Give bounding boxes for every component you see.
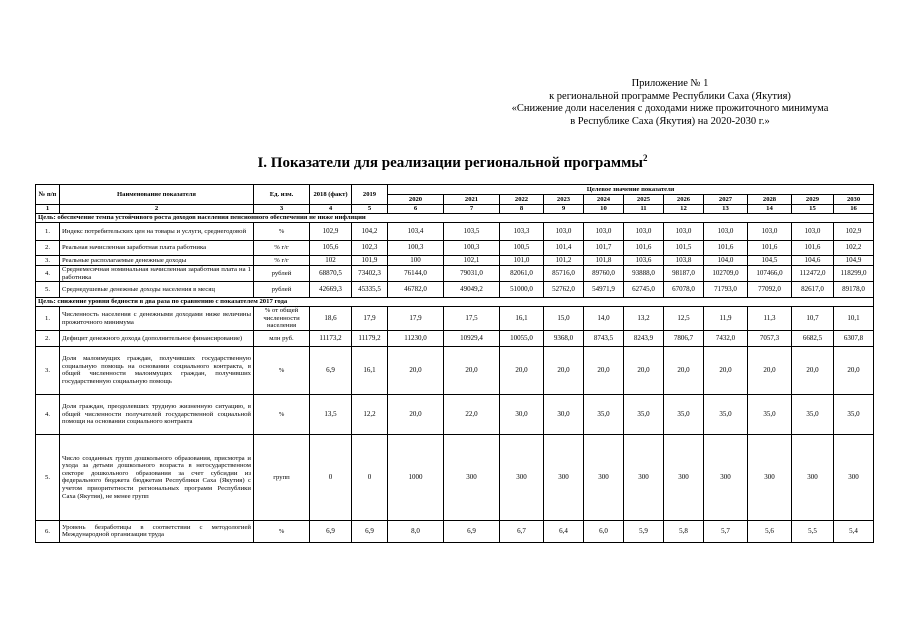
value-cell: 20,0 xyxy=(584,346,624,394)
value-cell: 22,0 xyxy=(444,394,500,434)
header-year: 2029 xyxy=(792,195,834,205)
value-cell: 67078,0 xyxy=(664,282,704,298)
value-cell: 103,4 xyxy=(388,223,444,241)
value-cell: 62745,0 xyxy=(624,282,664,298)
unit-cell: % г/г xyxy=(254,256,310,266)
value-cell: 0 xyxy=(310,434,352,520)
indicator-name: Число созданных групп дошкольного образования, присмотра и ухода за детьми дошкольного возраста в негосударственном секторе дошкольного образования за счет субсидии из федерального бюджета бюджетам Республики Саха (Якутия) с учетом приоритетности региональных программ Республики Саха (Якутия), не менее групп xyxy=(60,434,254,520)
value-cell: 101,7 xyxy=(584,241,624,256)
value-cell: 12,2 xyxy=(352,394,388,434)
column-number: 4 xyxy=(310,205,352,214)
value-cell: 85716,0 xyxy=(544,266,584,282)
table-row xyxy=(36,256,874,266)
goal-text: Цель: снижение уровня бедности в два раза по сравнению с показателем 2017 года xyxy=(36,298,874,307)
goal-row xyxy=(36,214,874,223)
value-cell: 104,5 xyxy=(748,256,792,266)
table-row xyxy=(36,241,874,256)
value-cell: 101,6 xyxy=(792,241,834,256)
indicator-name: Индекс потребительских цен на товары и услуги, среднегодовой xyxy=(60,223,254,241)
unit-cell: % г/г xyxy=(254,241,310,256)
unit-cell: % от общей численности населения xyxy=(254,307,310,331)
value-cell: 10929,4 xyxy=(444,330,500,346)
value-cell: 6,0 xyxy=(584,520,624,542)
value-cell: 13,5 xyxy=(310,394,352,434)
table-row xyxy=(36,346,874,394)
indicator-name: Среднедушевые денежные доходы населения в месяц xyxy=(60,282,254,298)
value-cell: 300 xyxy=(664,434,704,520)
table-row xyxy=(36,307,874,331)
value-cell: 5,6 xyxy=(748,520,792,542)
table-row xyxy=(36,434,874,520)
value-cell: 8243,9 xyxy=(624,330,664,346)
value-cell: 103,6 xyxy=(624,256,664,266)
value-cell: 20,0 xyxy=(834,346,874,394)
value-cell: 101,8 xyxy=(584,256,624,266)
value-cell: 101,5 xyxy=(664,241,704,256)
header-year: 2021 xyxy=(444,195,500,205)
value-cell: 101,0 xyxy=(500,256,544,266)
value-cell: 98187,0 xyxy=(664,266,704,282)
value-cell: 13,2 xyxy=(624,307,664,331)
value-cell: 42669,3 xyxy=(310,282,352,298)
value-cell: 6307,8 xyxy=(834,330,874,346)
value-cell: 7057,3 xyxy=(748,330,792,346)
page-title-text: I. Показатели для реализации региональной программы xyxy=(257,155,644,171)
indicators-table xyxy=(35,184,874,543)
row-number: 4. xyxy=(36,394,60,434)
header-year: 2023 xyxy=(544,195,584,205)
row-number: 5. xyxy=(36,282,60,298)
value-cell: 103,0 xyxy=(584,223,624,241)
value-cell: 102,1 xyxy=(444,256,500,266)
column-number: 6 xyxy=(388,205,444,214)
value-cell: 71793,0 xyxy=(704,282,748,298)
value-cell: 118299,0 xyxy=(834,266,874,282)
value-cell: 76144,0 xyxy=(388,266,444,282)
value-cell: 6,9 xyxy=(444,520,500,542)
value-cell: 11179,2 xyxy=(352,330,388,346)
value-cell: 11173,2 xyxy=(310,330,352,346)
value-cell: 300 xyxy=(704,434,748,520)
value-cell: 35,0 xyxy=(624,394,664,434)
goal-row xyxy=(36,298,874,307)
unit-cell: групп xyxy=(254,434,310,520)
value-cell: 79031,0 xyxy=(444,266,500,282)
title-footnote-mark: 2 xyxy=(643,153,648,163)
value-cell: 10055,0 xyxy=(500,330,544,346)
value-cell: 104,9 xyxy=(834,256,874,266)
value-cell: 20,0 xyxy=(748,346,792,394)
value-cell: 10,7 xyxy=(792,307,834,331)
value-cell: 5,7 xyxy=(704,520,748,542)
value-cell: 6,9 xyxy=(310,346,352,394)
value-cell: 100 xyxy=(388,256,444,266)
value-cell: 20,0 xyxy=(388,394,444,434)
header-year: 2028 xyxy=(748,195,792,205)
unit-cell: рублей xyxy=(254,282,310,298)
value-cell: 1000 xyxy=(388,434,444,520)
indicator-name: Доля малоимущих граждан, получивших государственную социальную помощь на основании социального контракта, в общей численности малоимущих граждан, получивших государственную социальную помощь xyxy=(60,346,254,394)
value-cell: 11,3 xyxy=(748,307,792,331)
value-cell: 20,0 xyxy=(444,346,500,394)
row-number: 6. xyxy=(36,520,60,542)
column-number: 7 xyxy=(444,205,500,214)
value-cell: 104,2 xyxy=(352,223,388,241)
table-row xyxy=(36,223,874,241)
value-cell: 101,6 xyxy=(624,241,664,256)
header-unit: Ед. изм. xyxy=(254,185,310,205)
appendix-line-3: «Снижение доли населения с доходами ниже прожиточного минимума xyxy=(511,103,829,114)
column-number: 8 xyxy=(500,205,544,214)
value-cell: 17,9 xyxy=(388,307,444,331)
value-cell: 103,0 xyxy=(624,223,664,241)
header-year: 2027 xyxy=(704,195,748,205)
unit-cell: % xyxy=(254,223,310,241)
value-cell: 6,7 xyxy=(500,520,544,542)
indicator-name: Уровень безработицы в соответствии с методологией Международной организации труда xyxy=(60,520,254,542)
value-cell: 7432,0 xyxy=(704,330,748,346)
indicator-name: Реальные располагаемые денежные доходы xyxy=(60,256,254,266)
table-row xyxy=(36,520,874,542)
value-cell: 10,1 xyxy=(834,307,874,331)
appendix-line-2: к региональной программе Республики Саха (Якутия) xyxy=(549,90,791,102)
value-cell: 101,4 xyxy=(544,241,584,256)
value-cell: 300 xyxy=(544,434,584,520)
unit-cell: рублей xyxy=(254,266,310,282)
value-cell: 35,0 xyxy=(664,394,704,434)
value-cell: 18,6 xyxy=(310,307,352,331)
value-cell: 20,0 xyxy=(664,346,704,394)
row-number: 1. xyxy=(36,307,60,331)
column-number: 12 xyxy=(664,205,704,214)
value-cell: 46782,0 xyxy=(388,282,444,298)
value-cell: 35,0 xyxy=(584,394,624,434)
row-number: 3. xyxy=(36,256,60,266)
header-year: 2022 xyxy=(500,195,544,205)
value-cell: 77092,0 xyxy=(748,282,792,298)
column-number: 1 xyxy=(36,205,60,214)
header-2018: 2018 (факт) xyxy=(310,185,352,205)
header-target: Целевое значение показателя xyxy=(388,185,874,195)
value-cell: 35,0 xyxy=(748,394,792,434)
value-cell: 89178,0 xyxy=(834,282,874,298)
value-cell: 5,4 xyxy=(834,520,874,542)
value-cell: 103,0 xyxy=(748,223,792,241)
value-cell: 103,0 xyxy=(704,223,748,241)
appendix-line-4: в Республике Саха (Якутия) на 2020-2030 г.» xyxy=(570,115,770,127)
table-row xyxy=(36,282,874,298)
value-cell: 300 xyxy=(834,434,874,520)
indicator-name: Реальная начисленная заработная плата работника xyxy=(60,241,254,256)
value-cell: 102,9 xyxy=(310,223,352,241)
value-cell: 8,0 xyxy=(388,520,444,542)
unit-cell: млн руб. xyxy=(254,330,310,346)
value-cell: 54971,9 xyxy=(584,282,624,298)
value-cell: 5,9 xyxy=(624,520,664,542)
value-cell: 6682,5 xyxy=(792,330,834,346)
value-cell: 15,0 xyxy=(544,307,584,331)
value-cell: 300 xyxy=(584,434,624,520)
value-cell: 6,4 xyxy=(544,520,584,542)
column-number: 3 xyxy=(254,205,310,214)
indicator-name: Среднемесячная номинальная начисленная заработная плата на 1 работника xyxy=(60,266,254,282)
header-name: Наименование показателя xyxy=(60,185,254,205)
value-cell: 17,9 xyxy=(352,307,388,331)
value-cell: 11230,0 xyxy=(388,330,444,346)
value-cell: 102709,0 xyxy=(704,266,748,282)
value-cell: 300 xyxy=(500,434,544,520)
value-cell: 103,8 xyxy=(664,256,704,266)
column-number: 14 xyxy=(748,205,792,214)
header-2019: 2019 xyxy=(352,185,388,205)
value-cell: 6,9 xyxy=(310,520,352,542)
row-number: 2. xyxy=(36,241,60,256)
column-number: 16 xyxy=(834,205,874,214)
value-cell: 35,0 xyxy=(834,394,874,434)
value-cell: 104,6 xyxy=(792,256,834,266)
column-number: 10 xyxy=(584,205,624,214)
indicator-name: Доля граждан, преодолевших трудную жизненную ситуацию, в общей численности получателей государственной социальной помощи на основании социального контракта xyxy=(60,394,254,434)
value-cell: 100,3 xyxy=(444,241,500,256)
value-cell: 35,0 xyxy=(792,394,834,434)
value-cell: 102,9 xyxy=(834,223,874,241)
header-year: 2025 xyxy=(624,195,664,205)
value-cell: 104,0 xyxy=(704,256,748,266)
page-title xyxy=(0,153,905,172)
value-cell: 101,6 xyxy=(748,241,792,256)
value-cell: 12,5 xyxy=(664,307,704,331)
value-cell: 20,0 xyxy=(792,346,834,394)
value-cell: 8743,5 xyxy=(584,330,624,346)
row-number: 4. xyxy=(36,266,60,282)
value-cell: 112472,0 xyxy=(792,266,834,282)
value-cell: 6,9 xyxy=(352,520,388,542)
column-number: 5 xyxy=(352,205,388,214)
value-cell: 105,6 xyxy=(310,241,352,256)
indicator-name: Дефицит денежного дохода (дополнительное финансирование) xyxy=(60,330,254,346)
value-cell: 68870,5 xyxy=(310,266,352,282)
value-cell: 100,5 xyxy=(500,241,544,256)
value-cell: 14,0 xyxy=(584,307,624,331)
value-cell: 0 xyxy=(352,434,388,520)
value-cell: 17,5 xyxy=(444,307,500,331)
header-year: 2024 xyxy=(584,195,624,205)
unit-cell: % xyxy=(254,394,310,434)
table-row xyxy=(36,330,874,346)
value-cell: 101,2 xyxy=(544,256,584,266)
value-cell: 20,0 xyxy=(544,346,584,394)
header-num: № п/п xyxy=(36,185,60,205)
value-cell: 35,0 xyxy=(704,394,748,434)
value-cell: 93888,0 xyxy=(624,266,664,282)
value-cell: 89760,0 xyxy=(584,266,624,282)
appendix-header xyxy=(470,78,870,128)
value-cell: 5,5 xyxy=(792,520,834,542)
row-number: 1. xyxy=(36,223,60,241)
value-cell: 20,0 xyxy=(624,346,664,394)
appendix-line-1: Приложение № 1 xyxy=(631,78,709,89)
value-cell: 20,0 xyxy=(388,346,444,394)
value-cell: 82617,0 xyxy=(792,282,834,298)
value-cell: 103,0 xyxy=(792,223,834,241)
indicator-name: Численность населения с денежными доходами ниже величины прожиточного минимума xyxy=(60,307,254,331)
header-year: 2030 xyxy=(834,195,874,205)
row-number: 5. xyxy=(36,434,60,520)
value-cell: 300 xyxy=(624,434,664,520)
column-number: 2 xyxy=(60,205,254,214)
value-cell: 49049,2 xyxy=(444,282,500,298)
value-cell: 300 xyxy=(792,434,834,520)
value-cell: 102,2 xyxy=(834,241,874,256)
value-cell: 102 xyxy=(310,256,352,266)
column-number: 9 xyxy=(544,205,584,214)
value-cell: 73402,3 xyxy=(352,266,388,282)
value-cell: 300 xyxy=(444,434,500,520)
value-cell: 20,0 xyxy=(704,346,748,394)
row-number: 3. xyxy=(36,346,60,394)
unit-cell: % xyxy=(254,346,310,394)
value-cell: 5,8 xyxy=(664,520,704,542)
value-cell: 16,1 xyxy=(500,307,544,331)
value-cell: 101,9 xyxy=(352,256,388,266)
table-row xyxy=(36,266,874,282)
goal-text: Цель: обеспечение темпа устойчивого роста доходов населения пенсионного обеспечения не ниже инфляции xyxy=(36,214,874,223)
value-cell: 300 xyxy=(748,434,792,520)
column-number: 11 xyxy=(624,205,664,214)
column-number: 13 xyxy=(704,205,748,214)
value-cell: 45335,5 xyxy=(352,282,388,298)
unit-cell: % xyxy=(254,520,310,542)
column-number: 15 xyxy=(792,205,834,214)
table-row xyxy=(36,394,874,434)
value-cell: 7806,7 xyxy=(664,330,704,346)
value-cell: 9368,0 xyxy=(544,330,584,346)
value-cell: 102,3 xyxy=(352,241,388,256)
header-year: 2026 xyxy=(664,195,704,205)
value-cell: 101,6 xyxy=(704,241,748,256)
row-number: 2. xyxy=(36,330,60,346)
value-cell: 51000,0 xyxy=(500,282,544,298)
value-cell: 20,0 xyxy=(500,346,544,394)
value-cell: 103,0 xyxy=(664,223,704,241)
value-cell: 107466,0 xyxy=(748,266,792,282)
header-year: 2020 xyxy=(388,195,444,205)
value-cell: 16,1 xyxy=(352,346,388,394)
value-cell: 82061,0 xyxy=(500,266,544,282)
value-cell: 11,9 xyxy=(704,307,748,331)
value-cell: 100,3 xyxy=(388,241,444,256)
value-cell: 30,0 xyxy=(544,394,584,434)
value-cell: 52762,0 xyxy=(544,282,584,298)
value-cell: 103,3 xyxy=(500,223,544,241)
value-cell: 103,0 xyxy=(544,223,584,241)
value-cell: 30,0 xyxy=(500,394,544,434)
value-cell: 103,5 xyxy=(444,223,500,241)
